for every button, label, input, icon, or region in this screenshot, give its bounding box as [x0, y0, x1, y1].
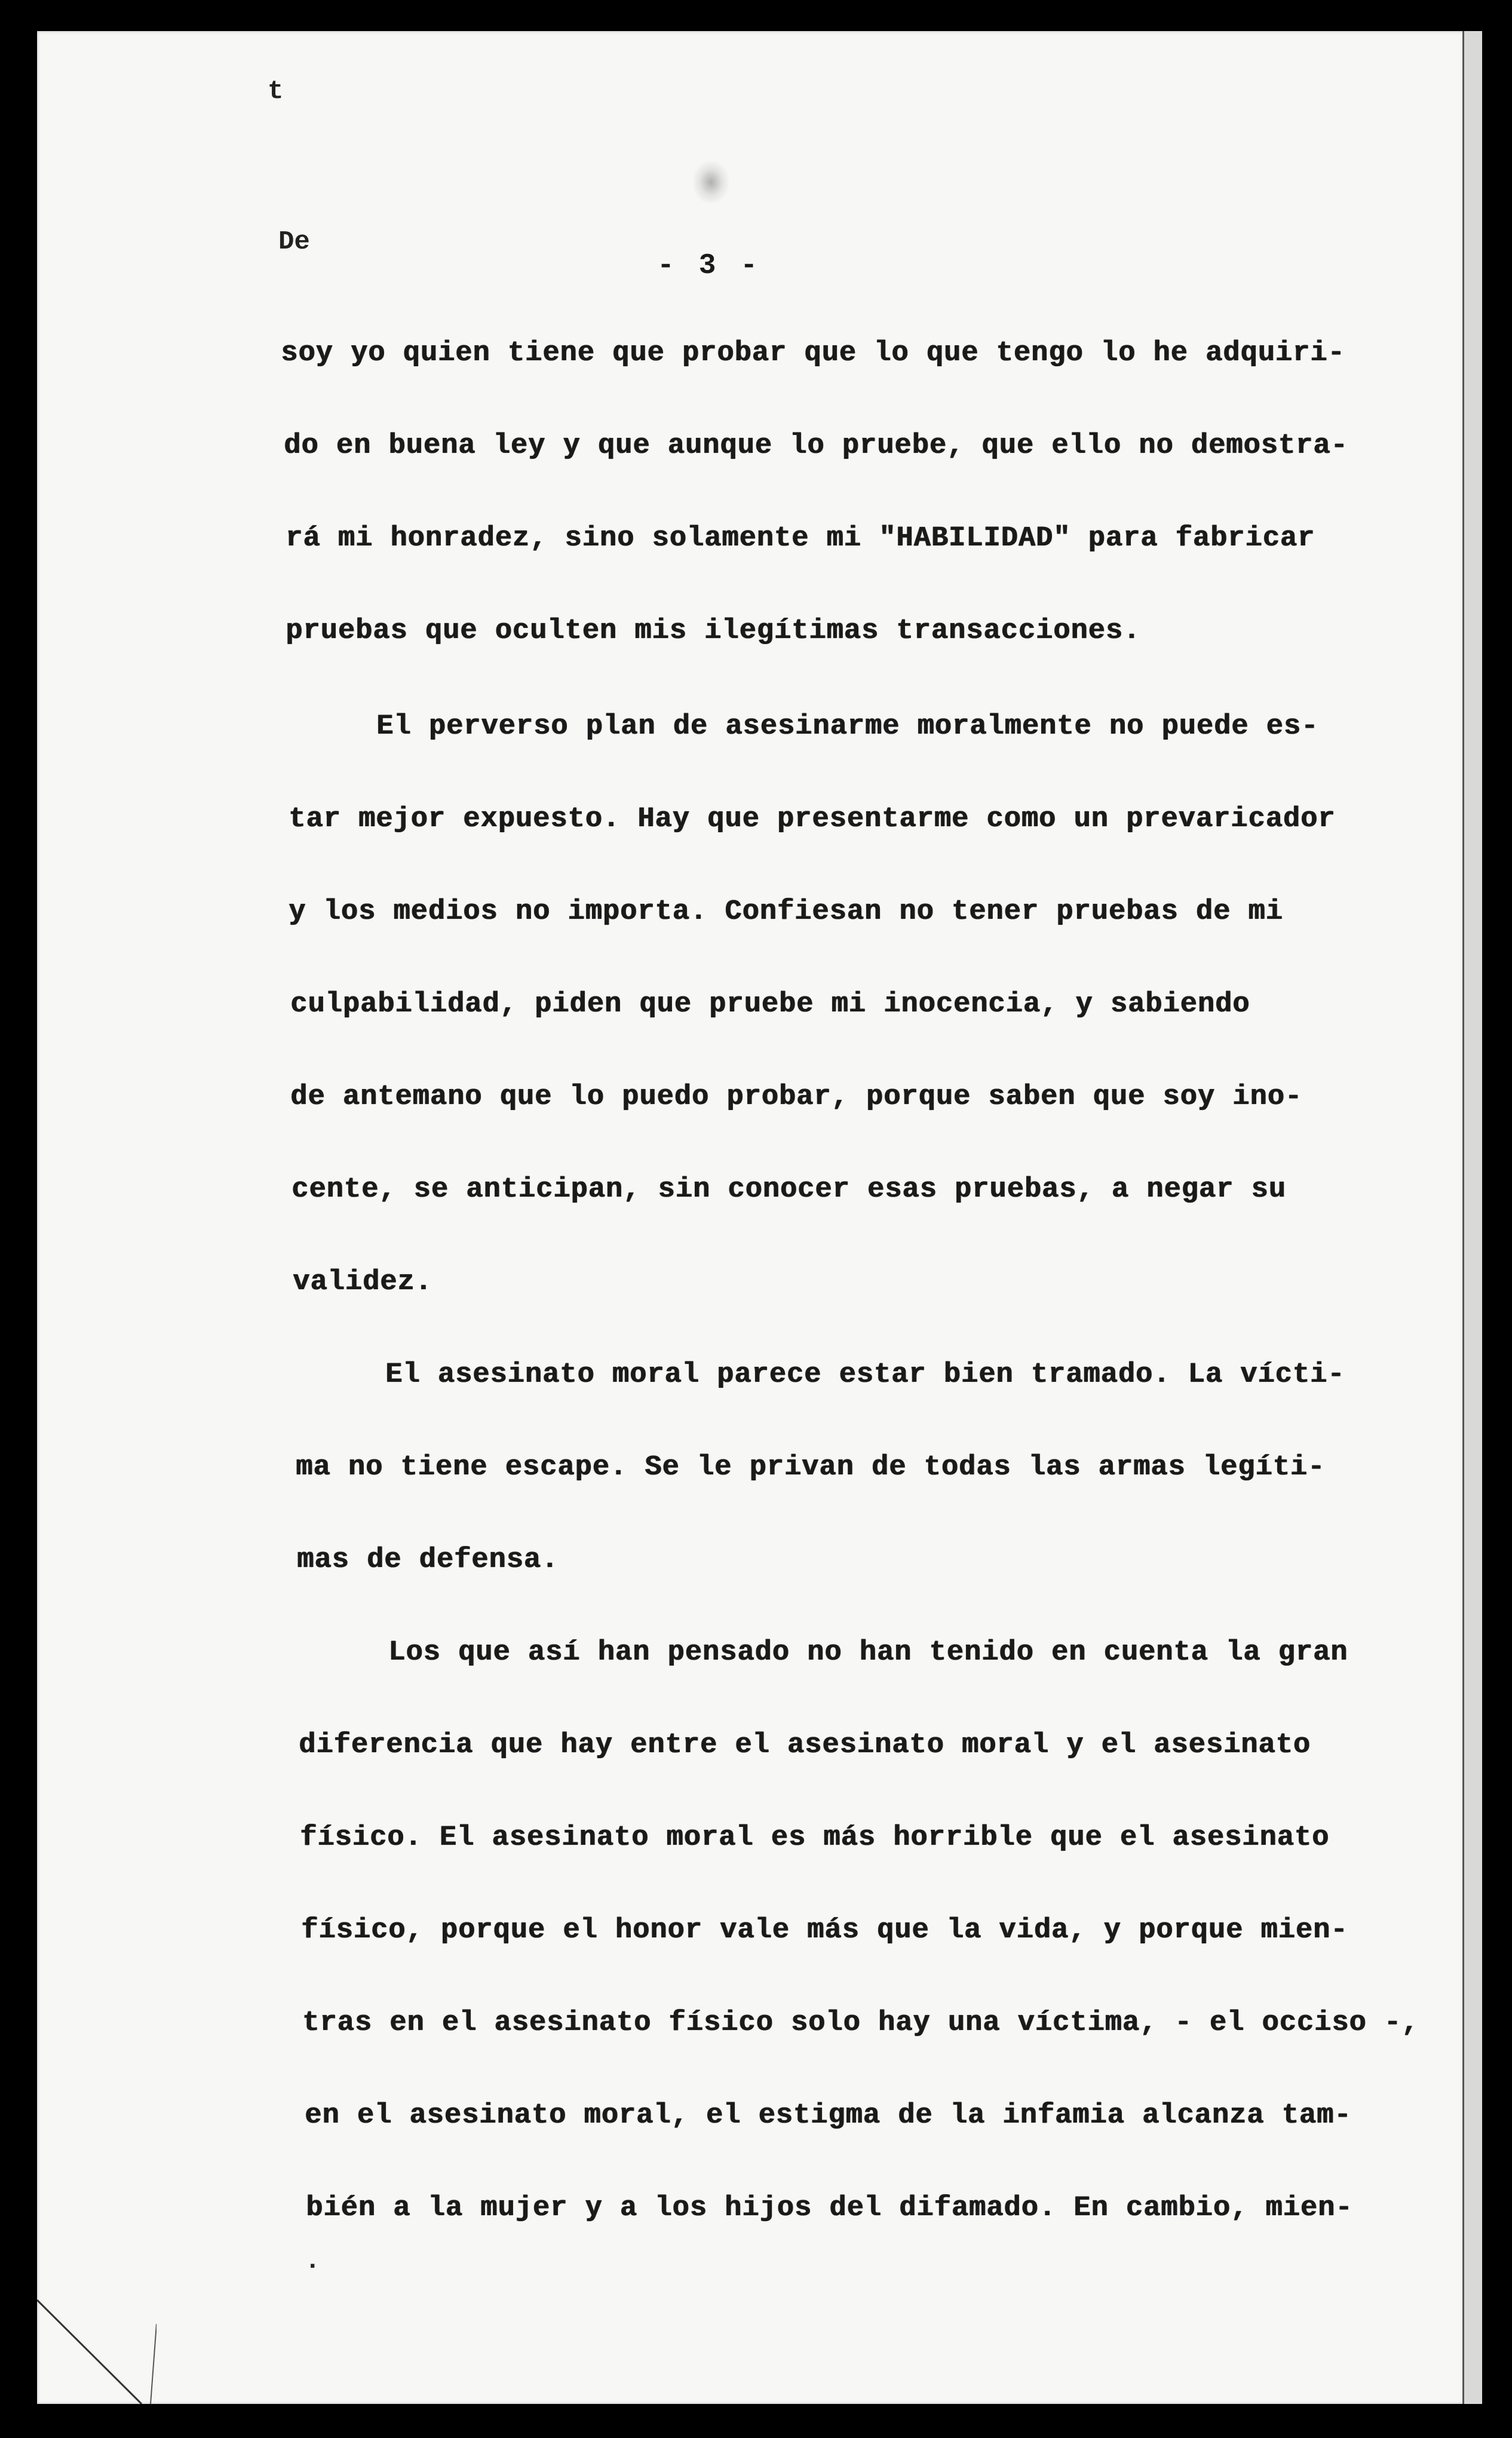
text-line: rá mi honradez, sino solamente mi "HABILIDAD" para fabricar	[286, 523, 1315, 554]
text-line: validez.	[293, 1266, 433, 1298]
text-line: físico. El asesinato moral es más horrible que el asesinato	[300, 1822, 1330, 1854]
page-edge	[1462, 31, 1482, 2404]
text-line: El perverso plan de asesinarme moralmente no puede es-	[376, 711, 1319, 743]
text-line: culpabilidad, piden que pruebe mi inocencia, y sabiendo	[290, 989, 1250, 1020]
text-line: pruebas que oculten mis ilegítimas transacciones.	[286, 615, 1141, 647]
text-line: en el asesinato moral, el estigma de la infamia alcanza tam-	[305, 2100, 1352, 2132]
text-line: El asesinato moral parece estar bien tramado. La vícti-	[385, 1359, 1345, 1391]
text-line: y los medios no importa. Confiesan no tener pruebas de mi	[289, 896, 1283, 928]
ink-smudge	[693, 161, 729, 203]
text-line: diferencia que hay entre el asesinato moral y el asesinato	[299, 1729, 1311, 1761]
text-line: tar mejor expuesto. Hay que presentarme como un prevaricador	[289, 804, 1336, 835]
page-number: - 3 -	[657, 250, 762, 282]
margin-mark: t	[268, 76, 284, 106]
text-line: mas de defensa.	[297, 1544, 559, 1576]
document-page	[37, 31, 1482, 2404]
text-line: de antemano que lo puedo probar, porque saben que soy ino-	[290, 1081, 1302, 1113]
text-line: do en buena ley y que aunque lo pruebe, que ello no demostra-	[284, 430, 1348, 462]
header-left-note: De	[278, 227, 310, 257]
text-line: cente, se anticipan, sin conocer esas pruebas, a negar su	[292, 1174, 1286, 1206]
folded-corner	[37, 2288, 157, 2404]
text-line: ma no tiene escape. Se le privan de todas las armas legíti-	[296, 1452, 1326, 1483]
text-line: soy yo quien tiene que probar que lo que tengo lo he adquiri-	[281, 338, 1345, 369]
text-line: tras en el asesinato físico solo hay una víctima, - el occiso -,	[302, 2007, 1419, 2039]
bottom-mark: .	[305, 2246, 321, 2276]
text-line: físico, porque el honor vale más que la vida, y porque mien-	[301, 1915, 1348, 1946]
text-line: bién a la mujer y a los hijos del difamado. En cambio, mien-	[306, 2192, 1353, 2224]
text-line: Los que así han pensado no han tenido en cuenta la gran	[388, 1637, 1348, 1669]
